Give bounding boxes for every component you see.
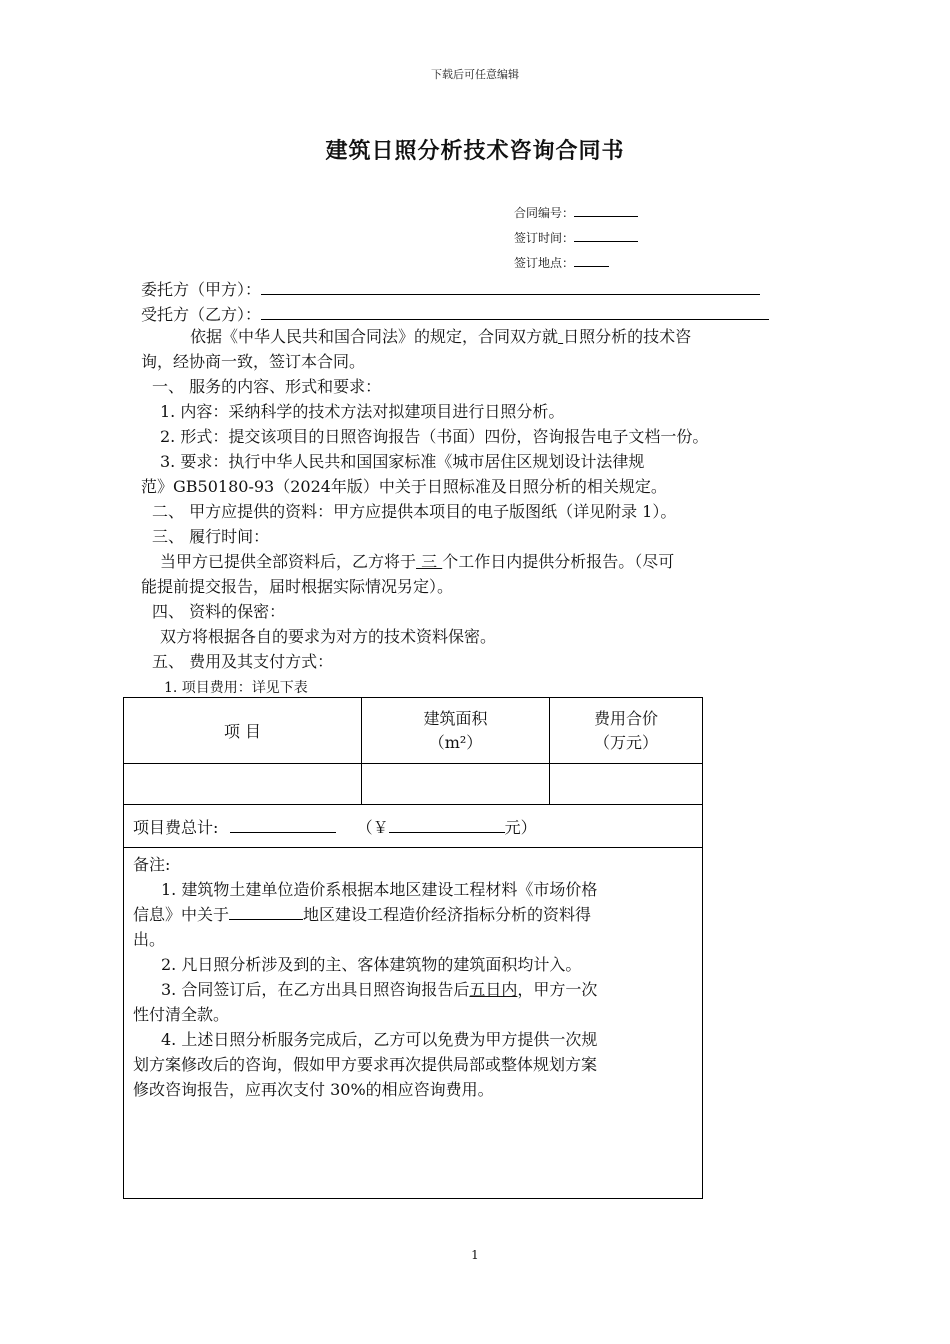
- section-1-item-2: 2. 形式：提交该项目的日照咨询报告（书面）四份，咨询报告电子文档一份。: [160, 427, 709, 446]
- total-row: [124, 805, 703, 848]
- note-3-line-2: 性付清全款。: [133, 1005, 230, 1024]
- total-cell: [124, 805, 703, 848]
- fee-table: [123, 697, 703, 1199]
- note-1-line-2: [133, 902, 693, 927]
- section-5-heading: 五、 费用及其支付方式：: [152, 652, 334, 671]
- contract-number-label: 合同编号：: [514, 206, 575, 220]
- notes-label: 备注:: [133, 855, 171, 874]
- section-4-line-1: 双方将根据各自的要求为对方的技术资料保密。: [160, 627, 497, 646]
- section-1-item-1: 1. 内容：采纳科学的技术方法对拟建项目进行日照分析。: [160, 402, 565, 421]
- party-a-field[interactable]: [261, 276, 760, 295]
- page-number: 1: [471, 1248, 479, 1262]
- intro-text-b: 日照分析的技术咨: [563, 327, 692, 346]
- note-2: 2. 凡日照分析涉及到的主、客体建筑物的建筑面积均计入。: [161, 955, 582, 974]
- party-b-row: [141, 301, 769, 327]
- section-3-heading: 三、 履行时间：: [152, 527, 270, 546]
- section-3-text-a: 当甲方已提供全部资料后，乙方将于: [160, 552, 417, 571]
- note-1-line-1: 1. 建筑物土建单位造价系根据本地区建设工程材料《市场价格: [161, 880, 598, 899]
- note-3-text-b: ，甲方一次: [517, 980, 598, 999]
- table-row: [124, 764, 703, 805]
- note-4-line-1: 4. 上述日照分析服务完成后，乙方可以免费为甲方提供一次规: [161, 1030, 598, 1049]
- party-b-field[interactable]: [261, 301, 769, 320]
- total-yuan-open: （￥: [356, 817, 389, 837]
- page-title: 建筑日照分析技术咨询合同书: [325, 139, 625, 164]
- total-yuan-field[interactable]: [389, 816, 505, 833]
- note-1-text-a: 信息》中关于: [133, 905, 230, 924]
- notes-cell: [124, 848, 703, 1199]
- sign-place-row: [514, 254, 609, 271]
- note-1-text-b: 地区建设工程造价经济指标分析的资料得: [303, 905, 592, 924]
- section-1-item-3-line-2: 范》GB50180-93（2024年版）中关于日照标准及日照分析的相关规定。: [141, 477, 667, 496]
- note-4-line-3: 修改咨询报告，应再次支付 30%的相应咨询费用。: [133, 1080, 494, 1099]
- section-1-heading: 一、 服务的内容、形式和要求：: [152, 377, 382, 396]
- total-label: 项目费总计:: [133, 817, 219, 837]
- sign-place-label: 签订地点：: [514, 256, 575, 270]
- header-area: [362, 698, 550, 764]
- party-a-row: [141, 276, 760, 302]
- header-price: [550, 698, 703, 764]
- note-3-line-1: [133, 977, 693, 1002]
- contract-number-field[interactable]: [574, 204, 638, 217]
- note-1-line-3: 出。: [133, 930, 166, 949]
- total-amount-field[interactable]: [230, 816, 336, 833]
- region-field[interactable]: [229, 903, 303, 920]
- section-4-heading: 四、 资料的保密：: [152, 602, 286, 621]
- table-header-row: [124, 698, 703, 764]
- intro-text-a: 依据《中华人民共和国合同法》的规定，合同双方就: [190, 327, 559, 346]
- intro-line-1: [190, 325, 691, 349]
- party-b-label: 受托方（乙方）：: [141, 305, 262, 324]
- section-5-sub-1: 1. 项目费用：详见下表: [164, 680, 308, 696]
- total-yuan-close: 元）: [504, 817, 537, 837]
- sign-time-label: 签订时间：: [514, 231, 575, 245]
- party-a-label: 委托方（甲方）：: [141, 280, 262, 299]
- section-3-line-2: 能提前提交报告，届时根据实际情况另定）。: [141, 577, 454, 596]
- download-note: 下载后可任意编辑: [431, 68, 519, 81]
- sign-place-field[interactable]: [574, 254, 609, 267]
- price-cell[interactable]: [550, 764, 703, 805]
- header-price-unit: （万元）: [593, 732, 658, 752]
- sign-time-field[interactable]: [574, 229, 638, 242]
- header-area-title: 建筑面积: [423, 708, 488, 728]
- notes-row: [124, 848, 703, 1199]
- note-4-line-2: 划方案修改后的咨询，假如甲方要求再次提供局部或整体规划方案: [133, 1055, 598, 1074]
- section-3-text-b: 个工作日内提供分析报告。（尽可: [442, 552, 675, 571]
- contract-number-row: [514, 204, 638, 221]
- note-3-deadline: 五日内: [469, 980, 518, 999]
- intro-line-2: 询，经协商一致，签订本合同。: [141, 352, 366, 371]
- area-cell[interactable]: [362, 764, 550, 805]
- header-area-unit: （m²）: [428, 732, 483, 752]
- sign-time-row: [514, 229, 638, 246]
- header-item: 项 目: [124, 698, 362, 764]
- section-1-item-3-line-1: 3. 要求：执行中华人民共和国国家标准《城市居住区规划设计法律规: [160, 452, 645, 471]
- header-price-title: 费用合价: [593, 708, 658, 728]
- item-cell[interactable]: [124, 764, 362, 805]
- section-3-line-1: [160, 550, 674, 574]
- section-2-heading: 二、 甲方应提供的资料：甲方应提供本项目的电子版图纸（详见附录 1）。: [152, 502, 677, 521]
- working-days-value: 三: [416, 552, 443, 571]
- note-3-text-a: 3. 合同签订后，在乙方出具日照咨询报告后: [161, 980, 470, 999]
